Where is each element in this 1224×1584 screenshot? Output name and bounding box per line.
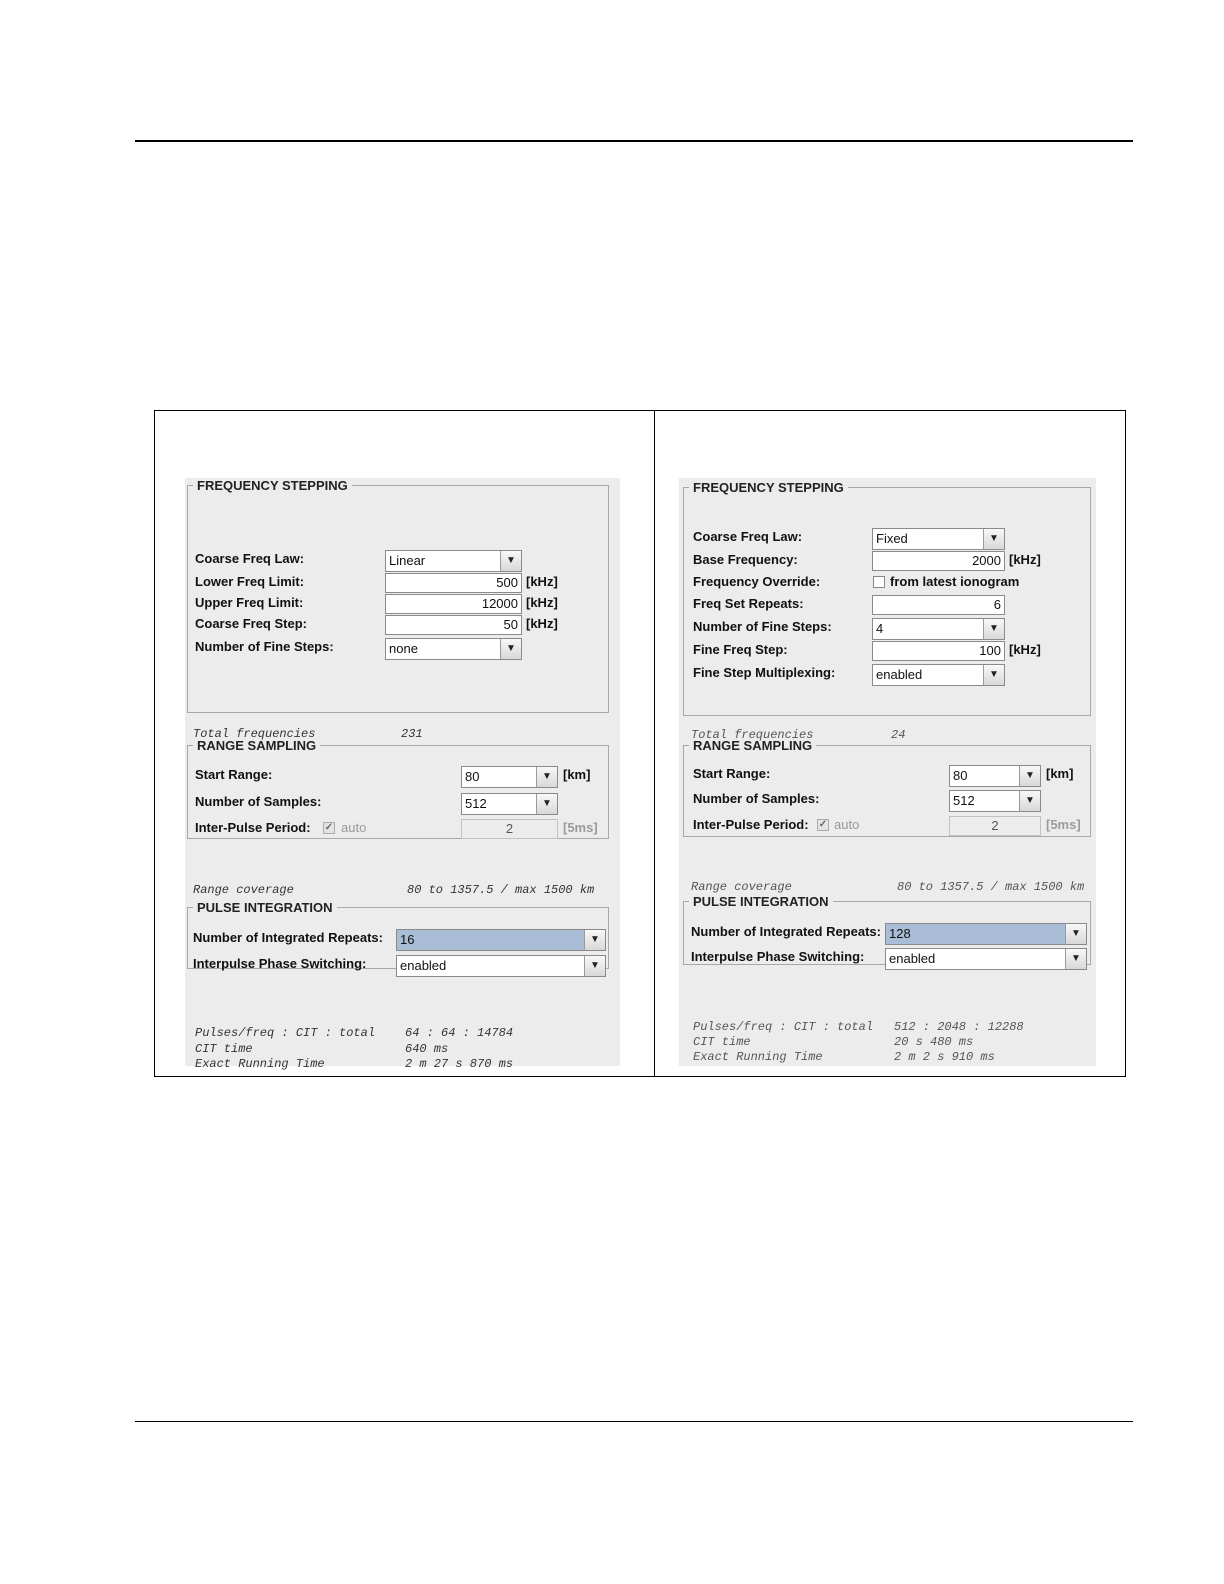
range-coverage-label: Range coverage <box>691 880 792 894</box>
num-samples-select[interactable] <box>949 790 1041 812</box>
fine-steps-select[interactable] <box>385 638 522 660</box>
integrated-repeats-row <box>691 921 1091 943</box>
phase-switching-row <box>193 953 607 975</box>
select-value: 16 <box>400 932 415 947</box>
select-value: 4 <box>876 621 884 636</box>
auto-checkbox-label: auto <box>341 820 367 835</box>
fine-steps-select[interactable] <box>872 618 1005 640</box>
right-settings-panel <box>679 478 1096 1066</box>
unit-label: [kHz] <box>526 595 558 610</box>
pulses-label: Pulses/freq : CIT : total <box>693 1020 874 1034</box>
phase-switching-select[interactable] <box>885 948 1087 970</box>
chevron-down-icon[interactable]: ▼ <box>584 956 605 976</box>
integrated-repeats-select[interactable] <box>396 929 606 951</box>
total-frequencies-value: 24 <box>891 728 906 742</box>
fine-steps-row <box>195 636 605 658</box>
override-checkbox[interactable] <box>873 576 885 588</box>
num-samples-select[interactable] <box>461 793 558 815</box>
field-label: Number of Samples: <box>195 794 322 809</box>
figure-divider <box>654 411 655 1076</box>
field-label: Frequency Override: <box>693 574 821 589</box>
field-label: Number of Integrated Repeats: <box>193 930 383 945</box>
header-rule <box>135 140 1133 142</box>
field-label: Base Frequency: <box>693 552 798 567</box>
phase-switching-row <box>691 946 1091 968</box>
field-label: Freq Set Repeats: <box>693 596 804 611</box>
chevron-down-icon[interactable]: ▼ <box>536 794 557 814</box>
num-samples-row <box>195 791 605 813</box>
field-label: Upper Freq Limit: <box>195 595 304 610</box>
start-range-select[interactable] <box>949 765 1041 787</box>
override-checkbox-label: from latest ionogram <box>890 574 1020 589</box>
chevron-down-icon[interactable]: ▼ <box>983 529 1004 549</box>
select-value: enabled <box>889 951 936 966</box>
upper-freq-limit-row <box>195 592 605 614</box>
coarse-freq-step-row <box>195 613 605 635</box>
group-title: PULSE INTEGRATION <box>693 894 829 909</box>
chevron-down-icon[interactable]: ▼ <box>983 665 1004 685</box>
base-frequency-input[interactable]: 2000 <box>872 551 1005 571</box>
inter-pulse-input[interactable]: 2 <box>461 819 558 839</box>
cit-time-label: CIT time <box>693 1035 751 1049</box>
phase-switching-select[interactable] <box>396 955 606 977</box>
unit-label: [km] <box>1046 766 1074 781</box>
chevron-down-icon[interactable]: ▼ <box>500 639 521 659</box>
coarse-freq-law-row <box>693 526 1088 548</box>
range-coverage-value: 80 to 1357.5 / max 1500 km <box>897 880 1085 894</box>
freq-set-repeats-row <box>693 593 1088 615</box>
chevron-down-icon[interactable]: ▼ <box>1065 949 1086 969</box>
select-value: enabled <box>876 667 923 682</box>
field-label: Coarse Freq Law: <box>693 529 803 544</box>
inter-pulse-input[interactable]: 2 <box>949 816 1041 836</box>
unit-label: [kHz] <box>1009 642 1041 657</box>
chevron-down-icon[interactable]: ▼ <box>983 619 1004 639</box>
cit-time-label: CIT time <box>195 1042 253 1056</box>
fine-step-multiplexing-select[interactable] <box>872 664 1005 686</box>
unit-label: [kHz] <box>526 616 558 631</box>
field-label: Coarse Freq Law: <box>195 551 305 566</box>
chevron-down-icon[interactable]: ▼ <box>1019 791 1040 811</box>
fine-step-multiplexing-row <box>693 662 1088 684</box>
pulses-value: 512 : 2048 : 12288 <box>894 1020 1024 1034</box>
lower-freq-limit-row <box>195 571 605 593</box>
field-label: Number of Fine Steps: <box>693 619 832 634</box>
select-value: enabled <box>400 958 447 973</box>
inter-pulse-row <box>693 814 1088 836</box>
unit-label: [5ms] <box>563 820 598 835</box>
field-label: Number of Samples: <box>693 791 820 806</box>
cit-time-value: 640 ms <box>405 1042 449 1056</box>
auto-checkbox-label: auto <box>834 817 860 832</box>
integrated-repeats-row <box>193 927 607 949</box>
group-title: FREQUENCY STEPPING <box>693 480 844 495</box>
unit-label: [kHz] <box>526 574 558 589</box>
coarse-freq-law-select[interactable] <box>385 550 522 572</box>
field-label: Fine Step Multiplexing: <box>693 665 836 680</box>
field-label: Inter-Pulse Period: <box>693 817 809 832</box>
base-frequency-row <box>693 549 1088 571</box>
cit-time-value: 20 s 480 ms <box>894 1035 974 1049</box>
integrated-repeats-select[interactable] <box>885 923 1087 945</box>
chevron-down-icon[interactable]: ▼ <box>584 930 605 950</box>
chevron-down-icon[interactable]: ▼ <box>500 551 521 571</box>
unit-label: [km] <box>563 767 591 782</box>
fine-freq-step-row <box>693 639 1088 661</box>
start-range-row <box>195 764 605 786</box>
unit-label: [kHz] <box>1009 552 1041 567</box>
frequency-override-row <box>693 571 1088 593</box>
coarse-freq-law-row <box>195 548 605 570</box>
unit-label: [5ms] <box>1046 817 1081 832</box>
group-title: PULSE INTEGRATION <box>197 900 333 915</box>
pulses-value: 64 : 64 : 14784 <box>405 1026 514 1040</box>
inter-pulse-row <box>195 817 605 839</box>
left-settings-panel <box>185 478 620 1071</box>
field-label: Interpulse Phase Switching: <box>691 949 865 964</box>
field-label: Coarse Freq Step: <box>195 616 307 631</box>
field-label: Start Range: <box>693 766 771 781</box>
select-value: Linear <box>389 553 426 568</box>
pulses-label: Pulses/freq : CIT : total <box>195 1026 376 1040</box>
running-time-label: Exact Running Time <box>195 1057 325 1071</box>
select-value: Fixed <box>876 531 908 546</box>
upper-freq-limit-input[interactable]: 12000 <box>385 594 522 614</box>
group-title: RANGE SAMPLING <box>693 738 813 753</box>
start-range-select[interactable] <box>461 766 558 788</box>
lower-freq-limit-input[interactable]: 500 <box>385 573 522 593</box>
chevron-down-icon[interactable]: ▼ <box>536 767 557 787</box>
running-time-label: Exact Running Time <box>693 1050 823 1064</box>
running-time-value: 2 m 27 s 870 ms <box>405 1057 514 1071</box>
select-value: none <box>389 641 418 656</box>
field-label: Fine Freq Step: <box>693 642 788 657</box>
start-range-row <box>693 763 1088 785</box>
field-label: Lower Freq Limit: <box>195 574 305 589</box>
select-value: 128 <box>889 926 911 941</box>
coarse-freq-law-select[interactable] <box>872 528 1005 550</box>
total-frequencies-value: 231 <box>401 727 423 741</box>
field-label: Inter-Pulse Period: <box>195 820 311 835</box>
chevron-down-icon[interactable]: ▼ <box>1065 924 1086 944</box>
auto-checkbox[interactable]: ✓ <box>818 819 828 830</box>
select-value: 80 <box>953 768 968 783</box>
group-title: RANGE SAMPLING <box>197 738 317 753</box>
select-value: 512 <box>465 796 487 811</box>
num-samples-row <box>693 788 1088 810</box>
coarse-freq-step-input[interactable]: 50 <box>385 615 522 635</box>
total-frequencies-label: Total frequencies <box>193 727 316 741</box>
fine-steps-row <box>693 616 1088 638</box>
chevron-down-icon[interactable]: ▼ <box>1019 766 1040 786</box>
field-label: Number of Integrated Repeats: <box>691 924 881 939</box>
select-value: 80 <box>465 769 480 784</box>
range-coverage-value: 80 to 1357.5 / max 1500 km <box>407 883 595 897</box>
freq-set-repeats-input[interactable]: 6 <box>872 595 1005 615</box>
figure-frame <box>154 410 1126 1077</box>
footer-rule <box>135 1421 1133 1422</box>
select-value: 512 <box>953 793 975 808</box>
group-title: FREQUENCY STEPPING <box>197 478 348 493</box>
fine-freq-step-input[interactable]: 100 <box>872 641 1005 661</box>
field-label: Number of Fine Steps: <box>195 639 334 654</box>
field-label: Start Range: <box>195 767 273 782</box>
running-time-value: 2 m 2 s 910 ms <box>894 1050 995 1064</box>
auto-checkbox[interactable]: ✓ <box>324 822 334 833</box>
total-frequencies-label: Total frequencies <box>691 728 814 742</box>
field-label: Interpulse Phase Switching: <box>193 956 367 971</box>
range-coverage-label: Range coverage <box>193 883 294 897</box>
